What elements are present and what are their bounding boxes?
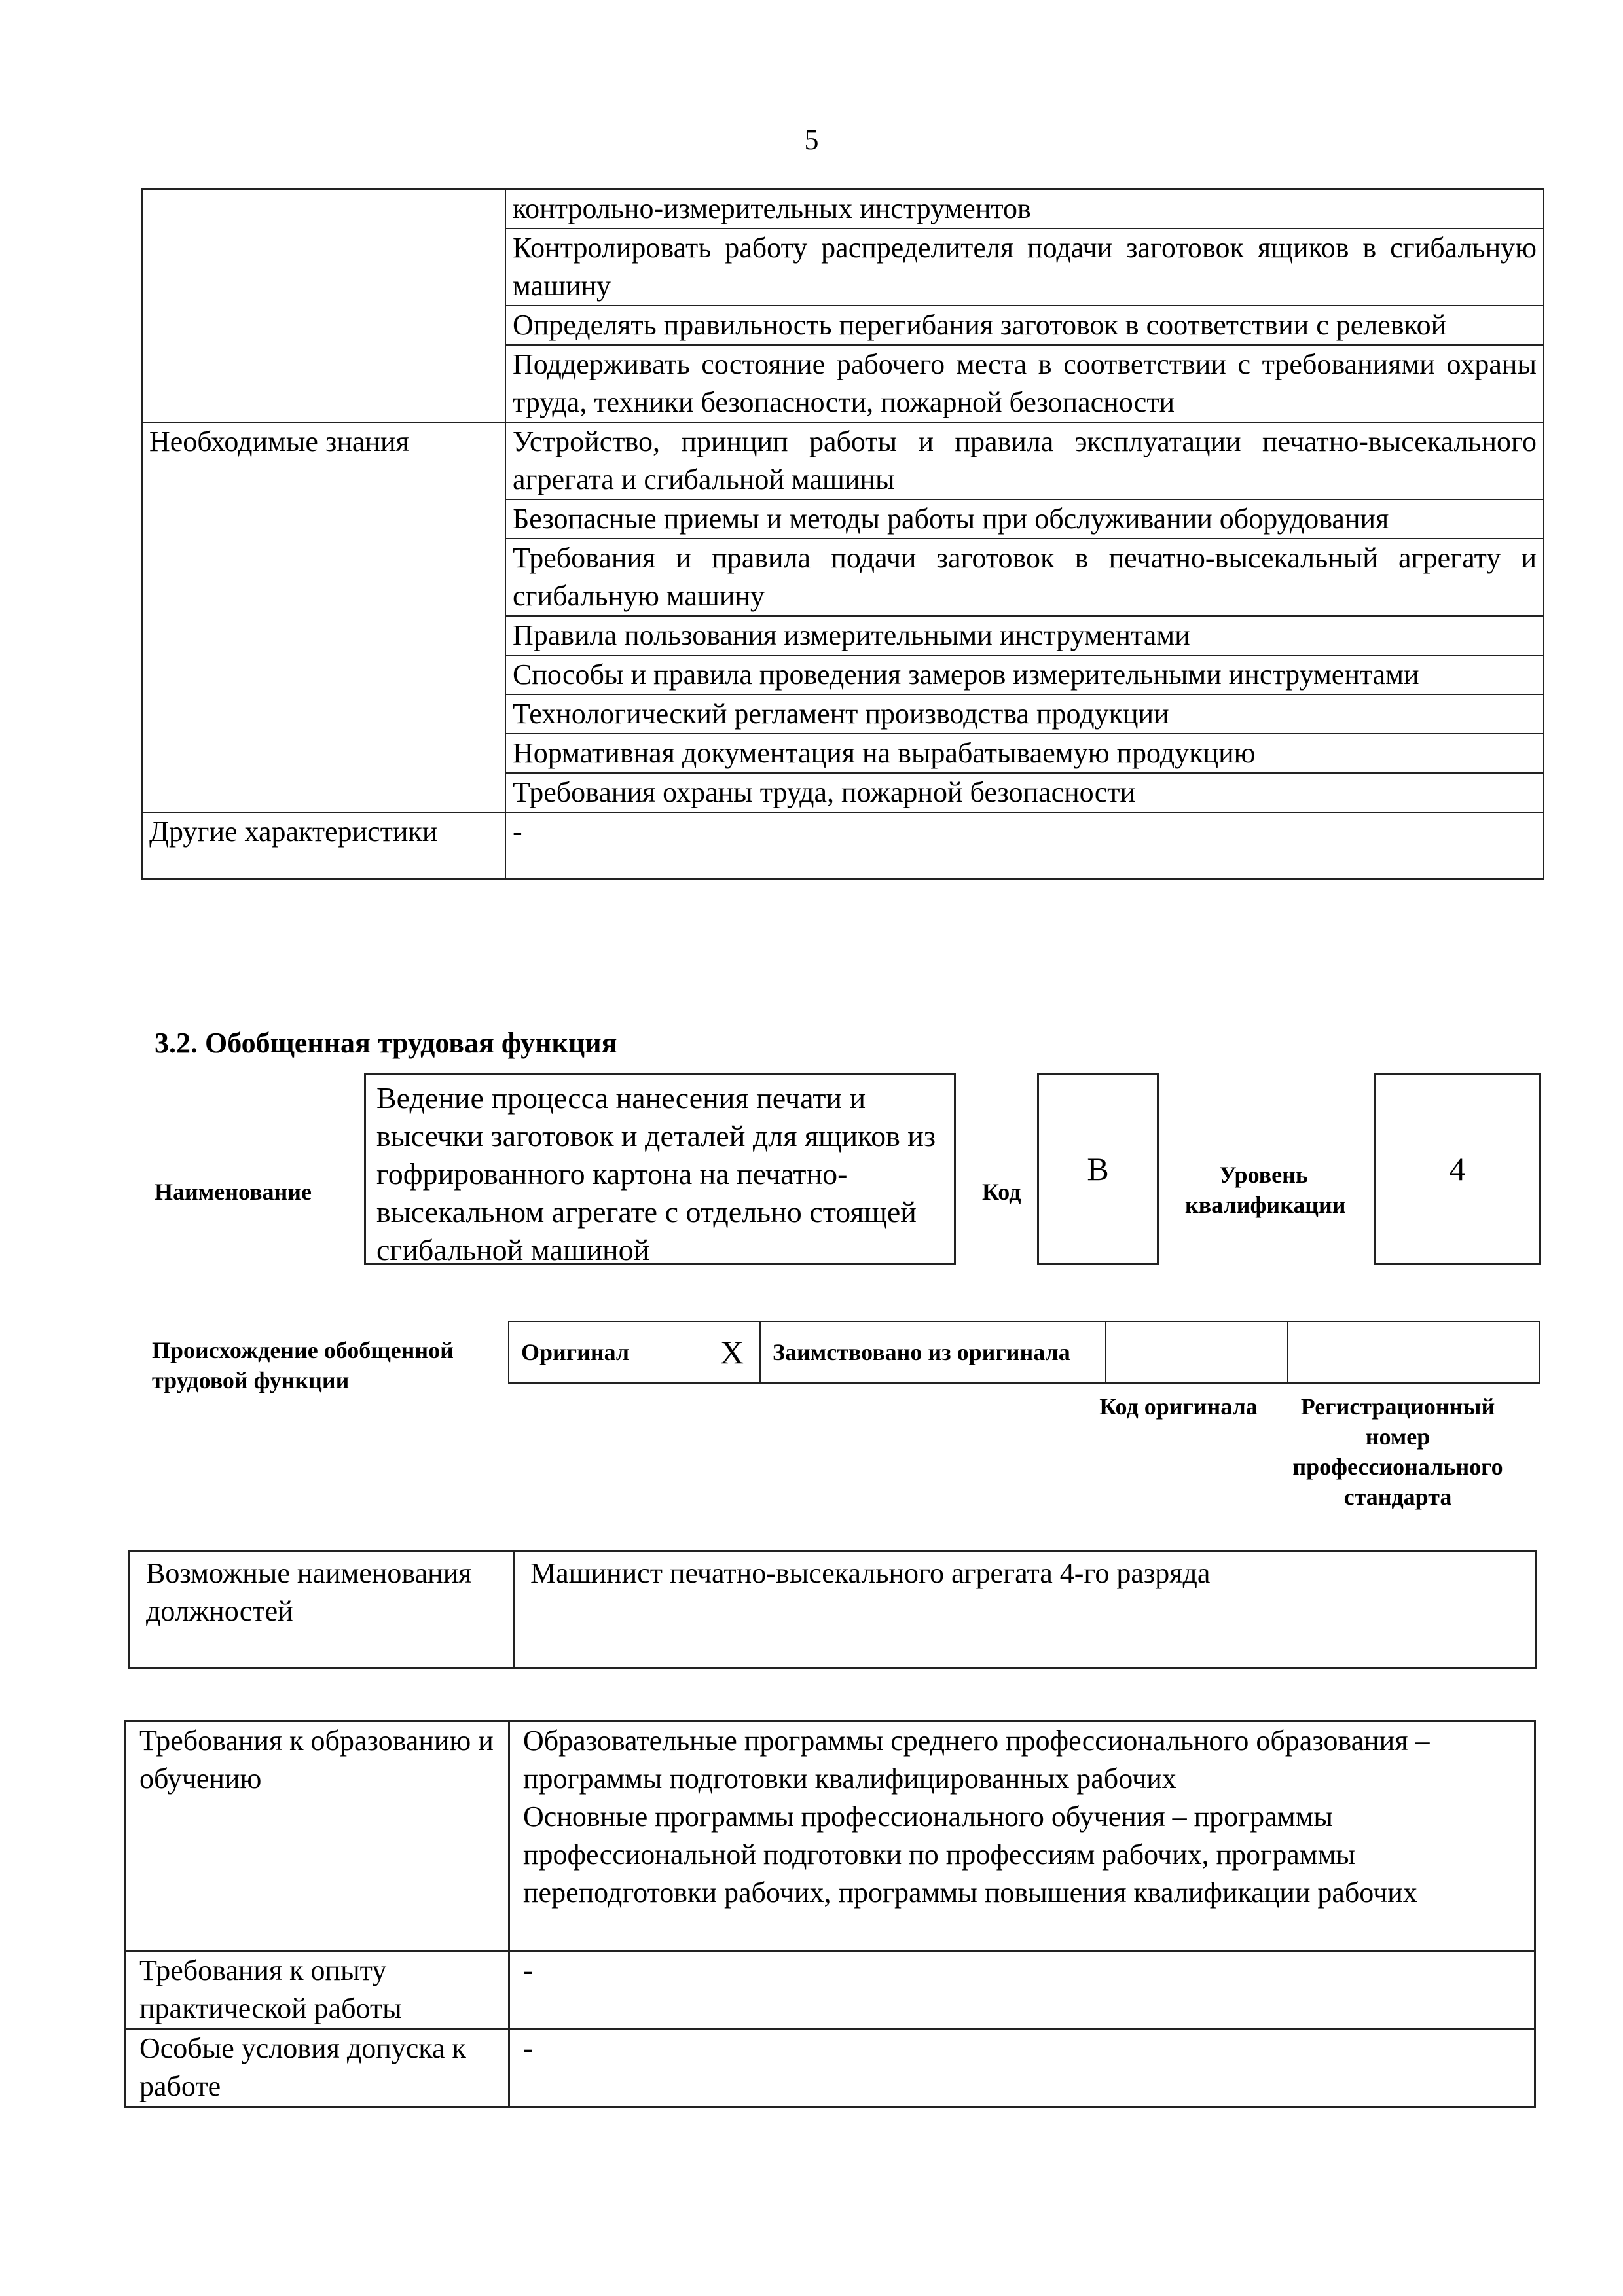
skill-cell: Поддерживать состояние рабочего места в соответствии с требованиями охраны труда, техники безопасности, пожарной безопасности — [505, 345, 1544, 422]
table-row — [142, 655, 1544, 694]
level-value: 4 — [1449, 1151, 1466, 1187]
table-row — [142, 734, 1544, 773]
table-row — [142, 539, 1544, 616]
education-line: Образовательные программы среднего профессионального образования – программы подготовки квалифицированных рабочих — [523, 1725, 1430, 1795]
positions-table — [128, 1550, 1537, 1669]
table-row — [142, 616, 1544, 655]
code-box — [1037, 1073, 1159, 1265]
positions-value: Машинист печатно-высекального агрегата 4-го разряда — [514, 1551, 1537, 1668]
original-code-cell — [1106, 1321, 1288, 1383]
level-box — [1374, 1073, 1541, 1265]
registration-number-cell — [1288, 1321, 1539, 1383]
knowledge-cell: Требования охраны труда, пожарной безопасности — [505, 773, 1544, 812]
function-name-box — [364, 1073, 956, 1265]
knowledge-cell: Устройство, принцип работы и правила эксплуатации печатно-высекального агрегата и сгибальной машины — [505, 422, 1544, 499]
table-row — [142, 228, 1544, 306]
table-row — [130, 1551, 1537, 1668]
knowledge-cell: Безопасные приемы и методы работы при обслуживании оборудования — [505, 499, 1544, 539]
level-label: Уровень квалификации — [1185, 1162, 1346, 1218]
origin-table — [508, 1321, 1540, 1384]
education-value — [509, 1721, 1535, 1951]
education-label: Требования к образованию и обучению — [126, 1721, 509, 1951]
original-label: Оригинал — [509, 1321, 720, 1383]
positions-label: Возможные наименования должностей — [130, 1551, 514, 1668]
table-row — [142, 499, 1544, 539]
requirements-table — [124, 1720, 1536, 2108]
skills-knowledge-table — [141, 188, 1544, 880]
table-row — [142, 694, 1544, 734]
table-row — [142, 345, 1544, 422]
table-row — [126, 1951, 1535, 2029]
skill-cell: Определять правильность перегибания заготовок в соответствии с релевкой — [505, 306, 1544, 345]
code-value: B — [1087, 1151, 1109, 1187]
table-row — [509, 1321, 1539, 1383]
section-title: 3.2. Обобщенная трудовая функция — [155, 1027, 617, 1059]
page-number: 5 — [804, 124, 819, 156]
knowledge-cell: Технологический регламент производства продукции — [505, 694, 1544, 734]
table-row — [142, 422, 1544, 499]
table-row — [142, 306, 1544, 345]
empty-label-cell — [142, 189, 505, 228]
special-conditions-value: - — [509, 2029, 1535, 2107]
borrowed-label: Заимствовано из оригинала — [760, 1321, 1106, 1383]
code-original-caption: Код оригинала — [1099, 1393, 1258, 1420]
registration-number-caption: Регистрационный номер профессионального стандарта — [1292, 1393, 1503, 1510]
original-mark: X — [720, 1321, 760, 1383]
table-row — [142, 773, 1544, 812]
table-row — [126, 1721, 1535, 1951]
knowledge-label: Необходимые знания — [142, 422, 505, 499]
table-row — [142, 189, 1544, 228]
skill-cell: контрольно-измерительных инструментов — [505, 189, 1544, 228]
knowledge-cell: Требования и правила подачи заготовок в печатно-высекальный агрегату и сгибальную машину — [505, 539, 1544, 616]
skill-cell: Контролировать работу распределителя подачи заготовок ящиков в сгибальную машину — [505, 228, 1544, 306]
table-row — [142, 812, 1544, 879]
table-row — [126, 2029, 1535, 2107]
function-name-value: Ведение процесса нанесения печати и высечки заготовок и деталей для ящиков из гофрированного картона на печатно-высекальном агрегате с отдельно стоящей сгибальной машиной — [376, 1081, 936, 1266]
special-conditions-label: Особые условия допуска к работе — [126, 2029, 509, 2107]
origin-label: Происхождение обобщенной трудовой функции — [152, 1337, 454, 1393]
name-label: Наименование — [155, 1179, 312, 1205]
education-line: Основные программы профессионального обучения – программы профессиональной подготовки по профессиям рабочих, программы переподготовки рабочих, программы повышения квалификации рабочих — [523, 1801, 1417, 1909]
experience-label: Требования к опыту практической работы — [126, 1951, 509, 2029]
experience-value: - — [509, 1951, 1535, 2029]
knowledge-cell: Способы и правила проведения замеров измерительными инструментами — [505, 655, 1544, 694]
code-label: Код — [982, 1179, 1021, 1205]
knowledge-cell: Правила пользования измерительными инструментами — [505, 616, 1544, 655]
other-characteristics-value: - — [505, 812, 1544, 879]
other-characteristics-label: Другие характеристики — [142, 812, 505, 879]
knowledge-cell: Нормативная документация на вырабатываемую продукцию — [505, 734, 1544, 773]
